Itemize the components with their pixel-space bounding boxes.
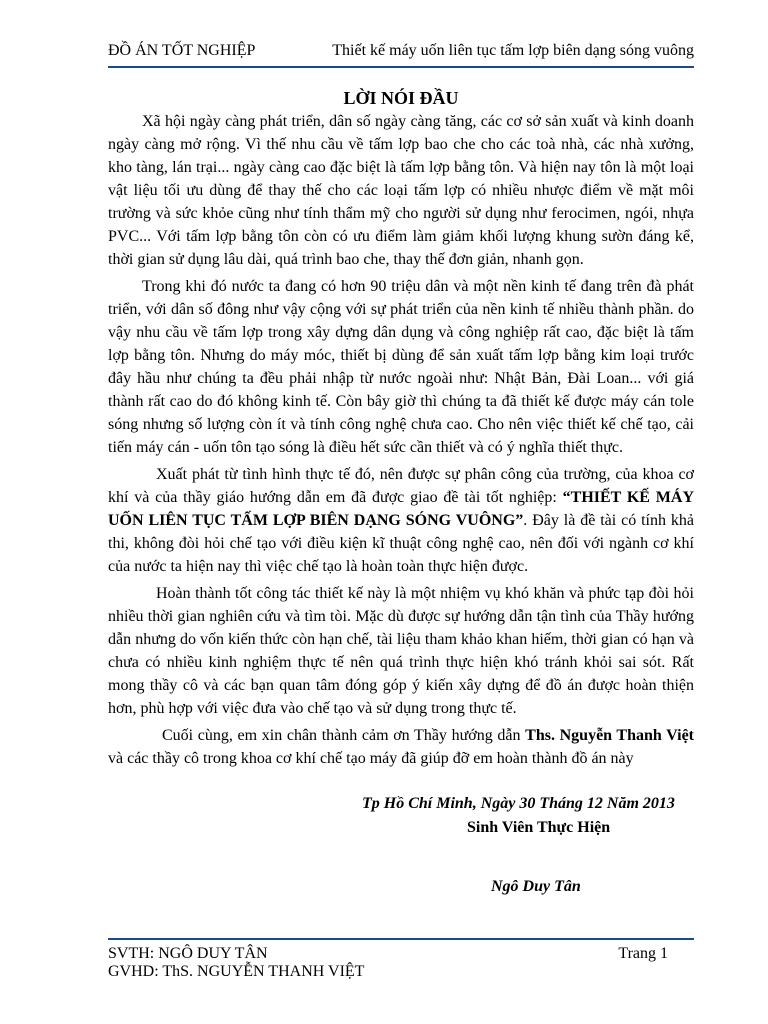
paragraph-2: Trong khi đó nước ta đang có hơn 90 triệu dân và một nền kinh tế đang trên đà phát triển, với dân số đông như vậy cộng với sự phát triển của nền kinh tế nhiều thành phần. do vậy nhu cầu về tấm lợp trong xây dựng dân dụng và công nghiệp rất cao, đặc biệt là tấm lợp bằng tôn. Nhưng do máy móc, thiết bị dùng để sản xuất tấm lợp bằng kim loại trước đây hầu như chúng ta đều phải nhập từ nước ngoài như: Nhật Bản, Đài Loan... với giá thành rất cao do đó không kinh tế. Còn bây giờ thì chúng ta đã thiết kế được máy cán tole sóng nhưng số lượng còn ít và tính công nghệ chưa cao. Cho nên việc thiết kế chế tạo, cải tiến máy cán - uốn tôn tạo sóng là điều hết sức cần thiết và có ý nghĩa thiết thực. <box>108 278 694 456</box>
paragraph-4: Hoàn thành tốt công tác thiết kế này là một nhiệm vụ khó khăn và phức tạp đòi hỏi nhiều thời gian nghiên cứu và tìm tòi. Mặc dù được sự hướng dẫn tận tình của Thầy hướng dẫn nhưng do vốn kiến thức còn hạn chế, tài liệu tham khảo khan hiếm, thời gian có hạn và chưa có nhiều kinh nghiệm thực tế nên quá trình thực hiện khó tránh khỏi sai sót. Rất mong thầy cô và các bạn quan tâm đóng góp ý kiến xây dựng để đồ án được hoàn thiện hơn, phù hợp với việc đưa vào chế tạo và sử dụng trong thực tế. <box>108 585 694 717</box>
paragraph-5-intro: Cuối cùng, em xin chân thành cảm ơn Thầy hướng dẫn <box>162 727 526 744</box>
footer-student: SVTH: NGÔ DUY TÂN <box>108 945 268 962</box>
header-left-title: ĐỒ ÁN TỐT NGHIỆP <box>108 42 256 59</box>
signature-name: Ngô Duy Tân <box>491 878 581 895</box>
header-divider <box>108 66 694 68</box>
footer-advisor: GVHD: ThS. NGUYỄN THANH VIỆT <box>108 963 365 980</box>
signature-role: Sinh Viên Thực Hiện <box>467 819 611 836</box>
signature-place-date: Tp Hồ Chí Minh, Ngày 30 Tháng 12 Năm 2013 <box>362 795 675 812</box>
paragraph-3-intro: Xuất phát từ tình hình thực tế đó, nên được sự phân công của trường, của khoa cơ khí và của thầy giáo hướng dẫn em đã được giao đề tài tốt nghiệp: <box>108 466 694 506</box>
paragraph-3 <box>108 463 694 578</box>
page-title: LỜI NÓI ĐẦU <box>343 88 459 108</box>
paragraph-5-rest: và các thầy cô trong khoa cơ khí chế tạo máy đã giúp đỡ em hoàn thành đồ án này <box>108 750 634 767</box>
advisor-name: Ths. Nguyễn Thanh Việt <box>525 727 695 744</box>
paragraph-3-rest: . Đây là đề tài có tính khả thi, không đòi hỏi chế tạo với điều kiện kĩ thuật công nghệ cao, nên đối với ngành cơ khí của nước ta hiện nay thì việc chế tạo là hoàn toàn thực hiện được. <box>108 512 695 575</box>
footer-divider <box>108 938 694 940</box>
paragraph-1: Xã hội ngày càng phát triển, dân số ngày càng tăng, các cơ sở sản xuất và kinh doanh ngày càng mở rộng. Vì thế nhu cầu về tấm lợp bao che cho các toà nhà, các nhà xưởng, kho tàng, lán trại... ngày càng cao đặc biệt là tấm lợp bằng tôn. Và hiện nay tôn là một loại vật liệu tối ưu dùng để thay thế cho các loại tấm lợp có nhiều nhược điểm về mặt môi trường và sức khỏe cũng như tính thẩm mỹ cho người sử dụng như ferocimen, ngói, nhựa PVC... Với tấm lợp bằng tôn còn có ưu điểm làm giảm khối lượng khung sườn đáng kể, thời gian sử dụng lâu dài, quá trình bao che, thay thế đơn giản, nhanh gọn. <box>108 113 694 268</box>
header-right-title: Thiết kế máy uốn liên tục tấm lợp biên dạng sóng vuông <box>332 42 694 59</box>
document-body <box>108 110 694 774</box>
paragraph-5 <box>108 724 694 770</box>
thesis-title: “THIẾT KẾ MÁY UỐN LIÊN TỤC TẤM LỢP BIÊN DẠNG SÓNG VUÔNG” <box>108 489 695 529</box>
page-number: Trang 1 <box>618 945 668 962</box>
